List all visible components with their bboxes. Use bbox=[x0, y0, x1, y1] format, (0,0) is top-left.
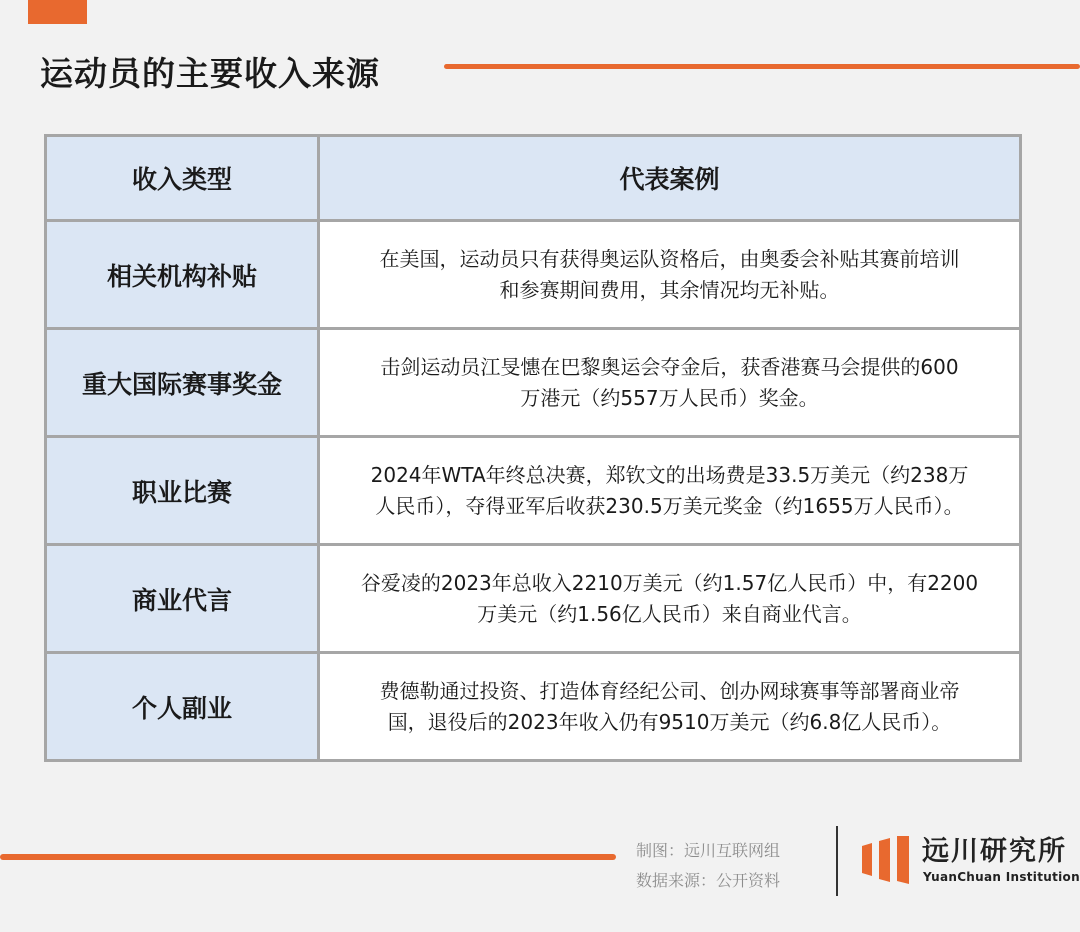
row-category: 重大国际赛事奖金 bbox=[46, 329, 319, 437]
description-line: 人民币），夺得亚军后收获230.5万美元奖金（约1655万人民币）。 bbox=[375, 493, 964, 518]
row-description bbox=[319, 545, 1021, 653]
row-category: 相关机构补贴 bbox=[46, 221, 319, 329]
row-description bbox=[319, 437, 1021, 545]
table-row bbox=[46, 545, 1021, 653]
table-row bbox=[46, 653, 1021, 761]
header-examples: 代表案例 bbox=[319, 136, 1021, 221]
description-line: 2024年WTA年终总决赛，郑钦文的出场费是33.5万美元（约238万 bbox=[370, 462, 969, 487]
description-line: 万港元（约557万人民币）奖金。 bbox=[520, 385, 819, 410]
row-description bbox=[319, 329, 1021, 437]
row-description bbox=[319, 221, 1021, 329]
description-line: 谷爱凌的2023年总收入2210万美元（约1.57亿人民币）中，有2200 bbox=[360, 570, 979, 595]
table-row bbox=[46, 437, 1021, 545]
chart-maker-credit: 制图：远川互联网组 bbox=[636, 841, 781, 860]
credits bbox=[636, 836, 780, 896]
row-category: 商业代言 bbox=[46, 545, 319, 653]
brand-name-en: YuanChuan Institution bbox=[923, 870, 1080, 884]
footer-divider bbox=[836, 826, 838, 896]
description-line: 在美国，运动员只有获得奥运队资格后，由奥委会补贴其赛前培训 bbox=[379, 246, 960, 271]
header-income-type: 收入类型 bbox=[46, 136, 319, 221]
bottom-accent-line bbox=[0, 854, 616, 860]
title-accent-line bbox=[444, 64, 1080, 69]
brand-name-cn: 远川研究所 bbox=[922, 836, 1067, 867]
row-category: 个人副业 bbox=[46, 653, 319, 761]
three-bars-logo-icon bbox=[862, 836, 912, 884]
data-source-credit: 数据来源：公开资料 bbox=[636, 871, 781, 890]
description-line: 万美元（约1.56亿人民币）来自商业代言。 bbox=[477, 601, 862, 626]
income-table bbox=[44, 134, 1022, 762]
row-category: 职业比赛 bbox=[46, 437, 319, 545]
top-accent-tab bbox=[28, 0, 87, 24]
table-row bbox=[46, 221, 1021, 329]
table-row bbox=[46, 329, 1021, 437]
table-header-row bbox=[46, 136, 1021, 221]
description-line: 击剑运动员江旻憓在巴黎奥运会夺金后，获香港赛马会提供的600 bbox=[380, 354, 959, 379]
description-line: 费德勒通过投资、打造体育经纪公司、创办网球赛事等部署商业帝 bbox=[379, 678, 960, 703]
description-line: 国，退役后的2023年收入仍有9510万美元（约6.8亿人民币）。 bbox=[387, 709, 952, 734]
page-title: 运动员的主要收入来源 bbox=[40, 54, 380, 93]
row-description bbox=[319, 653, 1021, 761]
description-line: 和参赛期间费用，其余情况均无补贴。 bbox=[499, 277, 840, 302]
